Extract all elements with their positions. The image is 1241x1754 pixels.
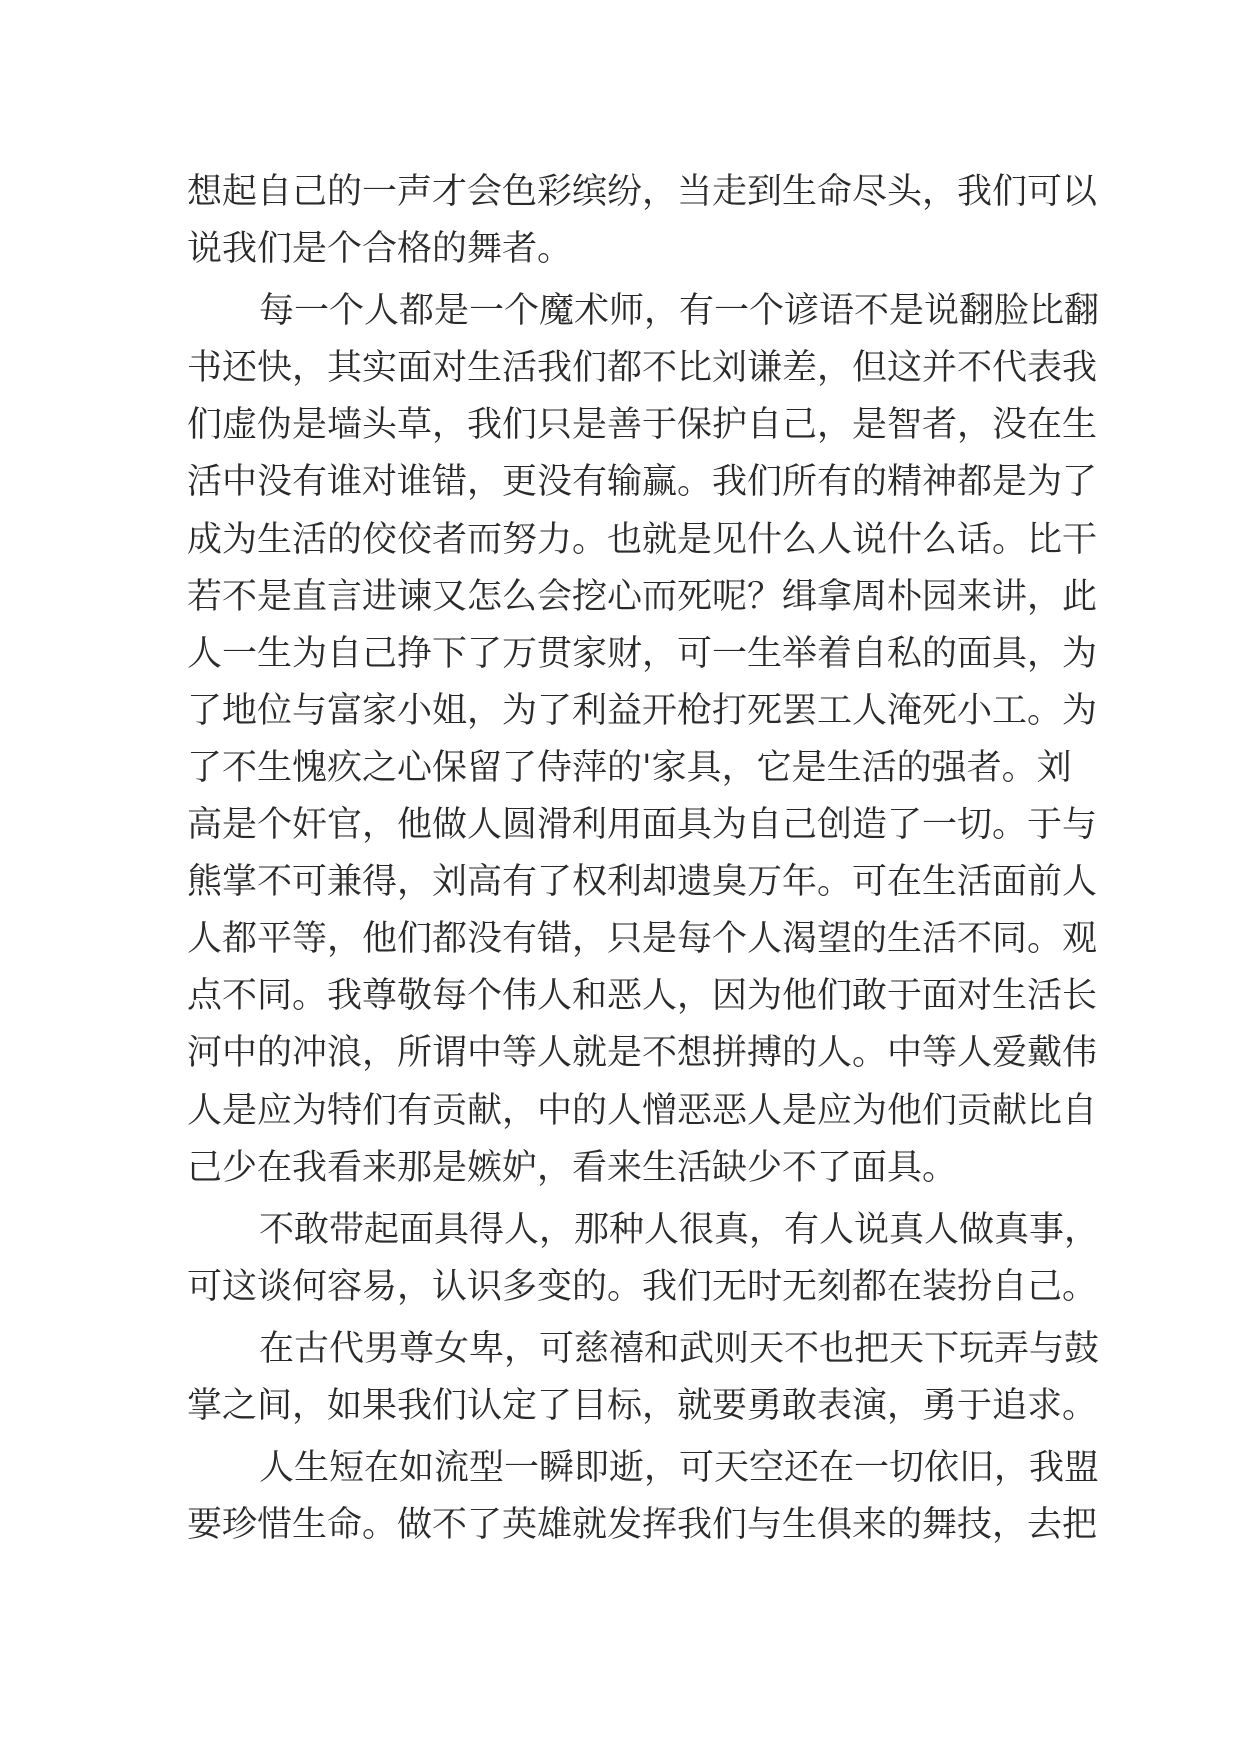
text-line: 己少在我看来那是嫉妒，看来生活缺少不了面具。: [187, 1147, 958, 1188]
text-line: 们虚伪是墙头草，我们只是善于保护自己，是智者，没在生: [187, 405, 1098, 446]
paragraph-first-line: 每一个人都是一个魔术师，有一个谚语不是说翻脸比翻: [259, 291, 1100, 332]
paragraph-first-line: 不敢带起面具得人，那种人很真，有人说真人做真事，: [259, 1209, 1100, 1250]
text-line: 想起自己的一声才会色彩缤纷，当走到生命尽头，我们可以: [187, 172, 1098, 212]
text-line: 熊掌不可兼得，刘高有了权利却遗臭万年。可在生活面前人: [187, 862, 1098, 903]
text-line: 要珍惜生命。做不了英雄就发挥我们与生俱来的舞技，去把: [187, 1505, 1098, 1546]
text-line: 河中的冲浪，所谓中等人就是不想拼搏的人。中等人爱戴伟: [187, 1033, 1098, 1074]
body-text: [187, 164, 1100, 1554]
paragraph-first-line: 在古代男尊女卑，可慈禧和武则天不也把天下玩弄与鼓: [259, 1328, 1100, 1369]
paragraph-first-line: 人生短在如流型一瞬即逝，可天空还在一切依旧，我盟: [259, 1448, 1100, 1489]
text-line: 人一生为自己挣下了万贯家财，可一生举着自私的面具，为: [187, 633, 1098, 674]
text-line: 点不同。我尊敬每个伟人和恶人，因为他们敢于面对生活长: [187, 976, 1098, 1017]
text-line: 书还快，其实面对生活我们都不比刘谦差，但这并不代表我: [187, 348, 1098, 389]
text-line: 高是个奸官，他做人圆滑利用面具为自己创造了一切。于与: [187, 805, 1098, 846]
text-line: 可这谈何容易，认识多变的。我们无时无刻都在装扮自己。: [187, 1266, 1098, 1307]
text-line: 人都平等，他们都没有错，只是每个人渴望的生活不同。观: [187, 919, 1098, 960]
text-line: 说我们是个合格的舞者。: [187, 229, 573, 270]
text-line: 了不生愧疚之心保留了侍萍的'家具，它是生活的强者。刘: [187, 747, 1072, 788]
text-line: 若不是直言进谏又怎么会挖心而死呢？缉拿周朴园来讲，此: [187, 576, 1098, 617]
text-line: 活中没有谁对谁错，更没有输赢。我们所有的精神都是为了: [187, 462, 1098, 503]
text-line: 人是应为特们有贡献，中的人憎恶恶人是应为他们贡献比自: [187, 1090, 1098, 1131]
text-line: 了地位与富家小姐，为了利益开枪打死罢工人淹死小工。为: [187, 690, 1098, 731]
text-line: 成为生活的佼佼者而努力。也就是见什么人说什么话。比干: [187, 519, 1098, 560]
text-line: 掌之间，如果我们认定了目标，就要勇敢表演，勇于追求。: [187, 1385, 1098, 1426]
